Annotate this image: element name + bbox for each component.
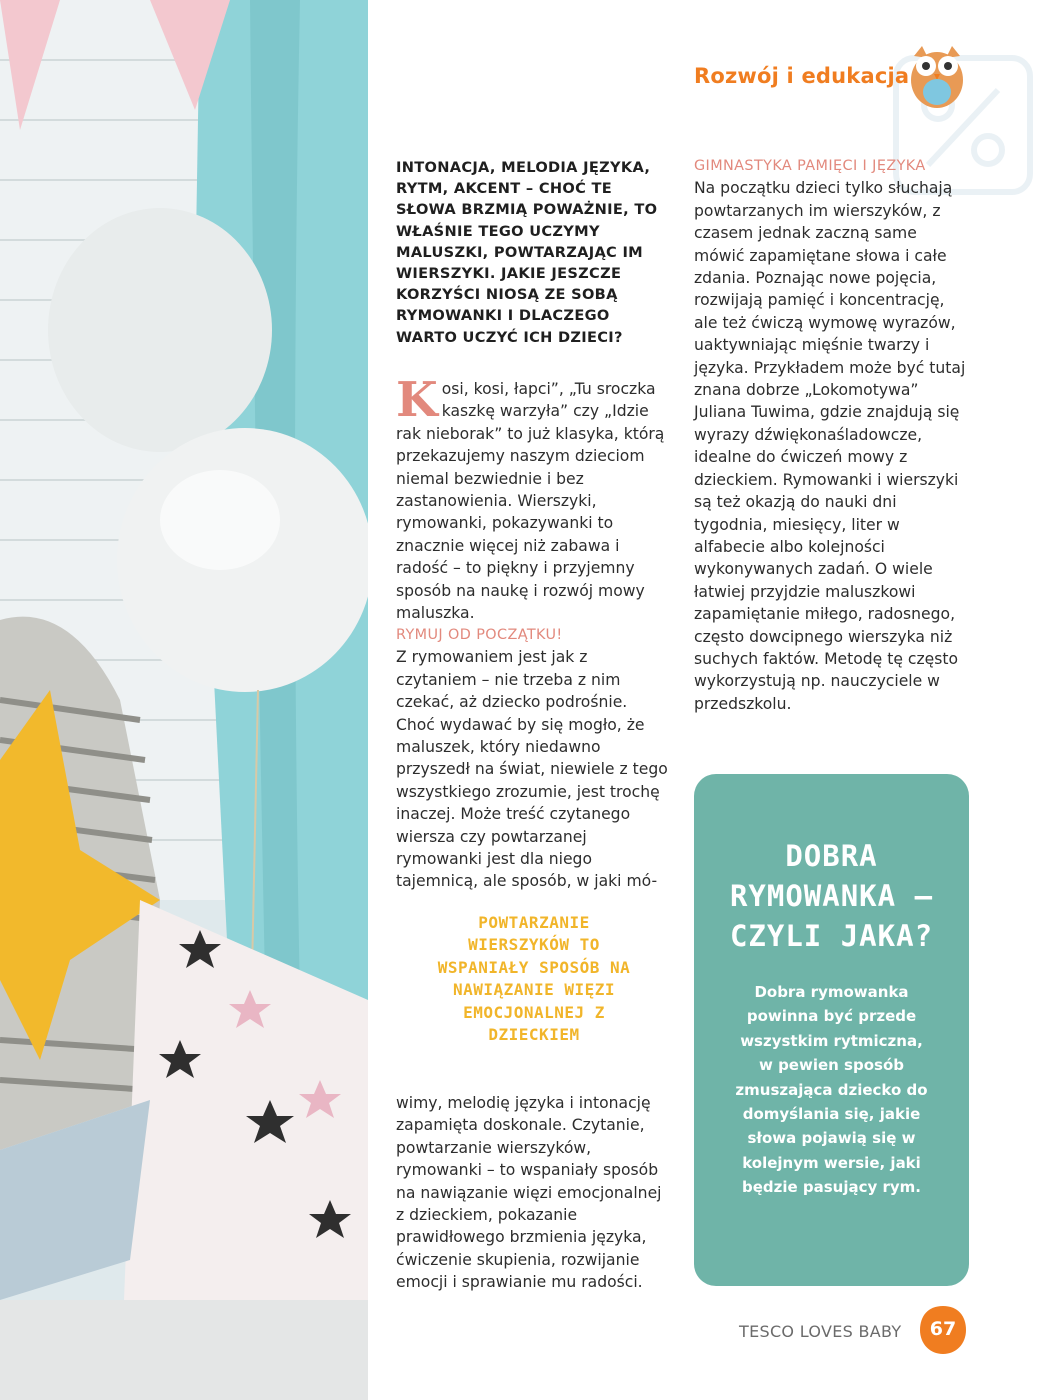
pull-quote: POWTARZANIE WIERSZYKÓW TO WSPANIAŁY SPOSÓB NA NAWIĄZANIE WIĘZI EMOCJONALNEJ Z DZIECKIEM (437, 913, 631, 1045)
subheading-rymuj: RYMUJ OD POCZĄTKU! (396, 627, 563, 643)
dropcap-letter: K (396, 372, 438, 428)
section-rymuj (396, 624, 668, 893)
section-title: Rozwój i edukacja (694, 64, 910, 88)
footer-label: TESCO LOVES BABY (739, 1322, 902, 1341)
subheading-gimnastyka: GIMNASTYKA PAMIĘCI I JĘZYKA (694, 158, 926, 174)
intro-paragraph (396, 372, 668, 624)
lead-paragraph: INTONACJA, MELODIA JĘZYKA, RYTM, AKCENT – CHOĆ TE SŁOWA BRZMIĄ POWAŻNIE, TO WŁAŚNIE TEGO UCZYMY MALUSZKI, POWTARZAJĄC IM WIERSZYKI. JAKIE JESZCZE KORZYŚCI NIOSĄ ZE SOBĄ RYMOWANKI I DLACZEGO WARTO UCZYĆ ICH DZIECI? (396, 159, 658, 346)
body-text-1: Z rymowaniem jest jak z czytaniem – nie trzeba z nim czekać, aż dziecko podrośnie. Choć wydawać by się mogło, że maluszek, który niedawno przyszedł na świat, niewiele z tego wszystkiego zrozumie, jest trochę inaczej. Może treść czytanego wiersza czy powtarzanej rymowanki jest dla niego tajemnicą, ale sposób, w jaki mó- (396, 648, 668, 891)
info-box (694, 774, 969, 1286)
section-gimnastyka (694, 155, 966, 715)
intro-text: osi, kosi, łapci”, „Tu sroczka kaszkę warzyła” czy „Idzie rak nieborak” to już klasyka, którą przekazujemy naszym dzieciom niemal bezwiednie i bez zastanowienia. Wierszyki, rymowanki, pokazywanki to znacznie więcej niż zabawa i radość – to piękny i przyjemny sposób na naukę i rozwój mowy maluszka. (396, 380, 665, 623)
info-box-text: Dobra rymowanka powinna być przede wszystkim rytmiczna, w pewien sposób zmuszająca dziecko do domyślania się, jakie słowa pojawią się w kolejnym wersie, jaki będzie pasujący rym. (735, 983, 928, 1197)
photo-child-balloons (0, 0, 368, 1400)
page-number: 67 (929, 1318, 957, 1340)
body-text-3: Na początku dzieci tylko słuchają powtarzanych im wierszyków, z czasem jednak zaczną same mówić zapamiętane słowa i całe zdania. Poznając nowe pojęcia, rozwijają pamięć i koncentrację, ale też ćwiczą wymowę wyrazów, uaktywniając mięśnie twarzy i języka. Przykładem może być tutaj znana dobrze „Lokomotywa” Juliana Tuwima, gdzie znajdują się wyrazy dźwiękonaśladowcze, idealne do ćwiczeń mowy z dzieckiem. Rymowanki i wierszyki są też okazją do nauki dni tygodnia, miesięcy, liter w alfabecie albo kolejności wykonywanych zadań. O wiele łatwiej przyjdzie maluszkowi zapamiętanie miłego, radosnego, często dowcipnego wierszyka niż suchych faktów. Metodę tę często wykorzystują np. nauczyciele w przedszkolu. (694, 179, 966, 713)
owl-icon (906, 40, 968, 110)
photo-illustration (0, 0, 368, 1400)
body-text-2: wimy, melodię języka i intonację zapamięta doskonale. Czytanie, powtarzanie wierszyków, rymowanki – to wspaniały sposób na nawiązanie więzi emocjonalnej z dzieckiem, pokazanie prawidłowego brzmienia języka, ćwiczenie skupienia, rozwijanie emocji i sprawianie mu radości. (396, 1094, 662, 1292)
info-box-title: DOBRA RYMOWANKA – CZYLI JAKA? (729, 839, 934, 953)
